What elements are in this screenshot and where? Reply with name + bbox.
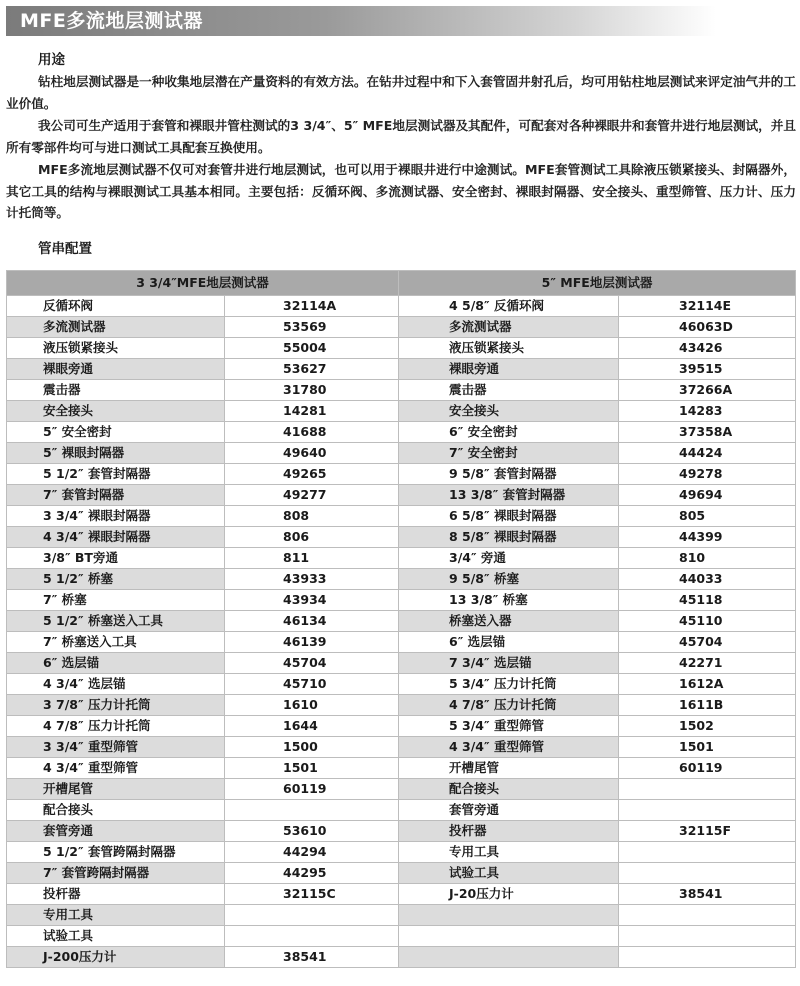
right-part-code [619,800,796,821]
left-part-name: 4 7/8″ 压力计托筒 [7,716,225,737]
table-row [7,359,796,380]
left-part-name: 专用工具 [7,905,225,926]
left-part-code: 811 [225,548,399,569]
left-part-name: 7″ 套管跨隔封隔器 [7,863,225,884]
intro-paragraph-2: 我公司可生产适用于套管和裸眼井管柱测试的3 3/4″、5″ MFE地层测试器及其配件，可配套对各种裸眼井和套管井进行地层测试，并且所有零部件均可与进口测试工具配套互换使用。 [6,118,796,155]
right-part-name: 裸眼旁通 [399,359,619,380]
left-part-name: 多流测试器 [7,317,225,338]
left-part-name: 5 1/2″ 桥塞送入工具 [7,611,225,632]
left-part-code: 14281 [225,401,399,422]
right-part-code: 44033 [619,569,796,590]
left-part-code: 38541 [225,947,399,968]
table-row [7,800,796,821]
right-part-code [619,905,796,926]
left-part-code: 808 [225,506,399,527]
table-row [7,674,796,695]
table-row [7,716,796,737]
left-part-code: 32114A [225,296,399,317]
left-part-name: 7″ 桥塞 [7,590,225,611]
right-part-name: 5 3/4″ 压力计托筒 [399,674,619,695]
intro-paragraph-3: MFE多流地层测试器不仅可对套管井进行地层测试，也可以用于裸眼井进行中途测试。MFE套管测试工具除液压锁紧接头、封隔器外，其它工具的结构与裸眼测试工具基本相同。主要包括：反循环阀、多流测试器、安全密封、裸眼封隔器、安全接头、重型筛管、压力计、压力计托筒等。 [6,162,796,220]
table-row [7,947,796,968]
table-row [7,821,796,842]
left-part-name: J-200压力计 [7,947,225,968]
table-row [7,506,796,527]
table-row [7,884,796,905]
left-part-code: 49640 [225,443,399,464]
right-part-code: 44399 [619,527,796,548]
right-part-code: 37358A [619,422,796,443]
left-part-name: 4 3/4″ 裸眼封隔器 [7,527,225,548]
left-part-code: 43933 [225,569,399,590]
right-part-code [619,926,796,947]
right-part-name: 13 3/8″ 套管封隔器 [399,485,619,506]
left-part-code: 46139 [225,632,399,653]
right-part-code: 39515 [619,359,796,380]
right-part-code: 44424 [619,443,796,464]
right-part-name: 4 7/8″ 压力计托筒 [399,695,619,716]
left-part-code: 43934 [225,590,399,611]
left-part-code [225,926,399,947]
right-part-code [619,863,796,884]
right-part-code: 1611B [619,695,796,716]
table-row [7,779,796,800]
table-row [7,905,796,926]
table-row [7,590,796,611]
table-row [7,737,796,758]
right-part-code: 45704 [619,632,796,653]
left-part-name: 液压锁紧接头 [7,338,225,359]
right-part-code: 46063D [619,317,796,338]
config-heading: 管串配置 [38,241,92,257]
table-row [7,758,796,779]
left-part-code: 1500 [225,737,399,758]
right-part-code: 38541 [619,884,796,905]
left-part-code: 49265 [225,464,399,485]
right-part-code: 810 [619,548,796,569]
table-row [7,569,796,590]
left-part-code: 49277 [225,485,399,506]
right-part-name: 8 5/8″ 裸眼封隔器 [399,527,619,548]
table-body [7,296,796,968]
table-row [7,485,796,506]
right-part-name: 7 3/4″ 选层锚 [399,653,619,674]
left-part-name: 5″ 裸眼封隔器 [7,443,225,464]
right-part-code: 45118 [619,590,796,611]
right-part-name: 5 3/4″ 重型筛管 [399,716,619,737]
right-part-code: 37266A [619,380,796,401]
right-part-name: 4 3/4″ 重型筛管 [399,737,619,758]
right-part-code: 49278 [619,464,796,485]
table-row [7,464,796,485]
table-row [7,695,796,716]
left-part-code: 45710 [225,674,399,695]
left-column-header: 3 3/4″MFE地层测试器 [7,271,399,296]
table-row [7,380,796,401]
right-part-code: 1612A [619,674,796,695]
right-part-code: 42271 [619,653,796,674]
table-header-row [7,271,796,296]
right-part-name: 9 5/8″ 桥塞 [399,569,619,590]
left-part-code: 806 [225,527,399,548]
left-part-code: 53610 [225,821,399,842]
table-row [7,401,796,422]
left-part-name: 开槽尾管 [7,779,225,800]
right-part-code: 32114E [619,296,796,317]
right-part-code: 1501 [619,737,796,758]
left-part-code: 1610 [225,695,399,716]
left-part-code: 32115C [225,884,399,905]
right-part-name: 专用工具 [399,842,619,863]
right-part-name [399,926,619,947]
left-part-name: 4 3/4″ 重型筛管 [7,758,225,779]
left-part-name: 7″ 套管封隔器 [7,485,225,506]
left-part-code: 41688 [225,422,399,443]
right-part-code: 14283 [619,401,796,422]
left-part-name: 安全接头 [7,401,225,422]
left-part-code: 55004 [225,338,399,359]
right-part-name: 4 5/8″ 反循环阀 [399,296,619,317]
table-row [7,926,796,947]
right-part-code: 60119 [619,758,796,779]
right-part-name [399,947,619,968]
left-part-name: 4 3/4″ 选层锚 [7,674,225,695]
left-part-code: 1644 [225,716,399,737]
left-part-name: 5 1/2″ 套管封隔器 [7,464,225,485]
table-row [7,338,796,359]
right-part-name: J-20压力计 [399,884,619,905]
intro-section [6,50,796,224]
usage-heading: 用途 [38,52,65,68]
intro-paragraph-1: 钻柱地层测试器是一种收集地层潜在产量资料的有效方法。在钻井过程中和下入套管固井射孔后，均可用钻柱地层测试来评定油气井的工业价值。 [6,74,796,111]
right-part-name: 开槽尾管 [399,758,619,779]
right-part-code: 49694 [619,485,796,506]
left-part-name: 震击器 [7,380,225,401]
right-part-name: 6 5/8″ 裸眼封隔器 [399,506,619,527]
right-part-name: 6″ 安全密封 [399,422,619,443]
left-part-code: 46134 [225,611,399,632]
right-part-name: 6″ 选层锚 [399,632,619,653]
right-part-name: 13 3/8″ 桥塞 [399,590,619,611]
table-row [7,443,796,464]
left-part-code [225,800,399,821]
left-part-name: 试验工具 [7,926,225,947]
right-column-header: 5″ MFE地层测试器 [399,271,796,296]
right-part-code [619,842,796,863]
table-row [7,527,796,548]
table-row [7,548,796,569]
left-part-code: 45704 [225,653,399,674]
left-part-name: 3 3/4″ 重型筛管 [7,737,225,758]
left-part-code: 44294 [225,842,399,863]
left-part-code: 53569 [225,317,399,338]
right-part-name: 震击器 [399,380,619,401]
left-part-name: 3/8″ BT旁通 [7,548,225,569]
table-row [7,653,796,674]
right-part-code: 45110 [619,611,796,632]
right-part-name: 9 5/8″ 套管封隔器 [399,464,619,485]
right-part-name: 3/4″ 旁通 [399,548,619,569]
left-part-code: 1501 [225,758,399,779]
left-part-code: 60119 [225,779,399,800]
left-part-name: 7″ 桥塞送入工具 [7,632,225,653]
left-part-name: 套管旁通 [7,821,225,842]
left-part-name: 3 3/4″ 裸眼封隔器 [7,506,225,527]
table-row [7,422,796,443]
right-part-name: 安全接头 [399,401,619,422]
right-part-name: 试验工具 [399,863,619,884]
right-part-name: 桥塞送入器 [399,611,619,632]
table-row [7,863,796,884]
right-part-code: 805 [619,506,796,527]
right-part-code [619,779,796,800]
left-part-name: 5 1/2″ 桥塞 [7,569,225,590]
left-part-name: 反循环阀 [7,296,225,317]
table-row [7,296,796,317]
right-part-name: 投杆器 [399,821,619,842]
left-part-name: 配合接头 [7,800,225,821]
right-part-name: 配合接头 [399,779,619,800]
right-part-code: 43426 [619,338,796,359]
table-row [7,632,796,653]
right-part-name: 7″ 安全密封 [399,443,619,464]
right-part-code: 1502 [619,716,796,737]
left-part-name: 6″ 选层锚 [7,653,225,674]
right-part-name [399,905,619,926]
left-part-code: 44295 [225,863,399,884]
config-table [6,270,796,968]
right-part-name: 套管旁通 [399,800,619,821]
left-part-name: 5″ 安全密封 [7,422,225,443]
table-row [7,611,796,632]
right-part-code: 32115F [619,821,796,842]
left-part-code: 53627 [225,359,399,380]
right-part-name: 液压锁紧接头 [399,338,619,359]
table-row [7,317,796,338]
left-part-code [225,905,399,926]
page-title: MFE多流地层测试器 [20,10,203,32]
left-part-name: 投杆器 [7,884,225,905]
left-part-name: 3 7/8″ 压力计托筒 [7,695,225,716]
right-part-code [619,947,796,968]
left-part-name: 5 1/2″ 套管跨隔封隔器 [7,842,225,863]
left-part-name: 裸眼旁通 [7,359,225,380]
title-bar [6,6,716,36]
table-row [7,842,796,863]
right-part-name: 多流测试器 [399,317,619,338]
left-part-code: 31780 [225,380,399,401]
